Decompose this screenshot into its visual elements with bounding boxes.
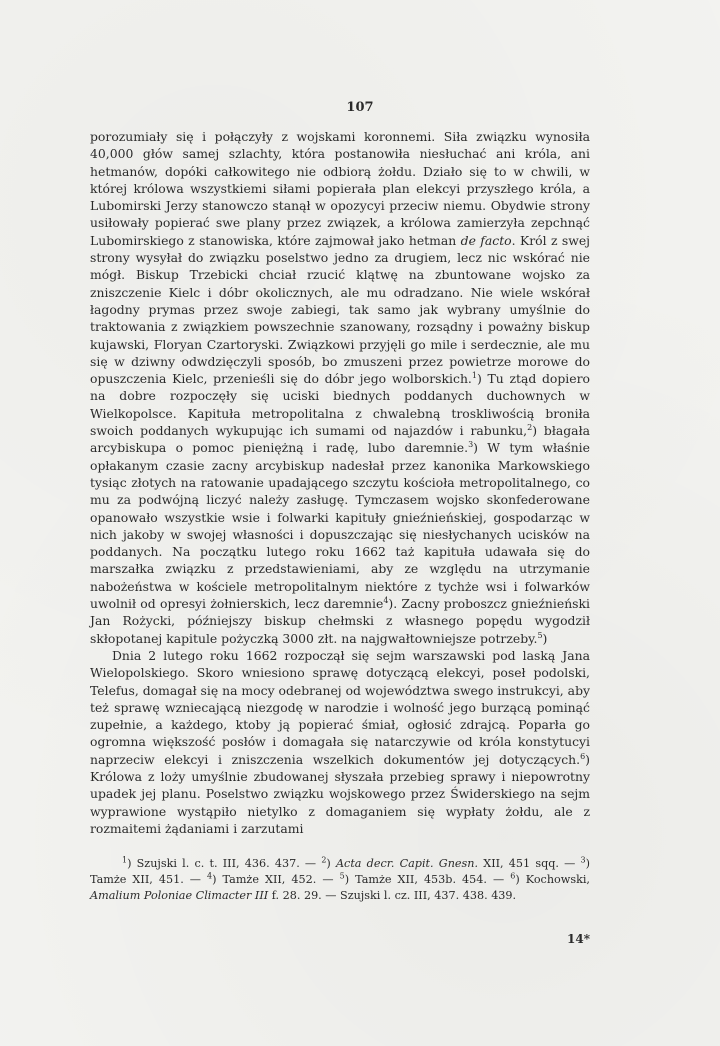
footnote-marker: 1 xyxy=(122,855,128,865)
text-run: ). Zacny proboszcz gnieźnieński Jan Rożycki, późniejszy biskup chełmski z własnego popędu wygodził skłopotanej kapitule pożyczką 3000 złt. na najgwałtowniejsze potrzeby. xyxy=(90,596,591,646)
footnote-marker: 2 xyxy=(321,855,327,865)
paragraph-2 xyxy=(90,647,590,837)
text-run: ) Kochowski, xyxy=(515,873,590,886)
text-run: ) xyxy=(542,630,548,646)
footnote-marker: 5 xyxy=(537,630,543,640)
text-run: ) Tamże XII, 453b. 454. — xyxy=(344,873,511,886)
footnote-marker: 4 xyxy=(207,871,213,881)
text-run: f. 28. 29. — Szujski l. cz. III, 437. 438. 439. xyxy=(268,889,517,902)
italic-text: Acta decr. Capit. Gnesn. xyxy=(335,857,479,870)
italic-text: Amalium Poloniae Climacter III xyxy=(90,889,269,902)
text-run: ) Tu ztąd dopiero na dobre rozpoczęły się uciski biednych poddanych duchownych w Wielkopolsce. Kapituła metropolitalna z chwalebną troskliwością broniła swoich poddanych wykupując ich sumami od najazdów i rabunku, xyxy=(90,371,590,439)
footnotes xyxy=(90,856,590,904)
footnote-marker: 5 xyxy=(339,871,345,881)
text-run: ) Szujski l. c. t. III, 436. 437. — xyxy=(127,857,322,870)
text-run: ) Tamże XII, 452. — xyxy=(212,873,340,886)
text-run: Dnia 2 lutego roku 1662 rozpoczął się sejm warszawski pod laską Jana Wielopolskiego. Skoro wniesiono sprawę dotyczącą elekcyi, poseł podolski, Telefus, domagał się na mocy odebranej od województwa swego instrukcyi, aby też sprawę wzniecającą niezgodę w narodzie i wolność jego burzącą pominąć zupełnie, a każdego, ktoby ją popierać śmiał, ogłosić zdrajcą. Poparła go ogromna większość posłów i domagała się natarczywie od króla konstytucyi naprzeciw elekcyi i zniszczenia wszelkich dokumentów jej dotyczących. xyxy=(90,647,591,767)
footnote-marker: 2 xyxy=(527,422,533,432)
printer-signature: 14* xyxy=(567,932,590,946)
footnote-marker: 4 xyxy=(383,595,389,605)
footnote-marker: 3 xyxy=(580,855,586,865)
text-run: ) xyxy=(326,857,336,870)
footnote-marker: 3 xyxy=(468,440,474,450)
footnote-marker: 1 xyxy=(471,371,477,381)
text-run: ) Królowa z loży umyślnie zbudowanej słyszała przebieg sprawy i niepowrotny upadek jej planu. Poselstwo związku wojskowego przez Świderskiego na sejm wyprawione wystąpiło nietylko z domaganiem się wypłaty żołdu, ale z rozmaitemi żądaniami i zarzutami xyxy=(90,751,590,836)
italic-text: de facto xyxy=(460,232,512,248)
text-run: ) Tamże XII, 451. — xyxy=(90,857,590,886)
text-run: ) błagała arcybiskupa o pomoc pieniężną i radę, lubo daremnie. xyxy=(90,423,590,456)
text-run: porozumiały się i połączyły z wojskami koronnemi. Siła związku wynosiła 40,000 głów samej szlachty, która postanowiła niesłuchać ani króla, ani hetmanów, dopóki całkowitego nie odbiorą żołdu. Działo się to w chwili, w której królowa wszystkiemi siłami popierała plan elekcyi przyszłego króla, a Lubomirski Jerzy stanowczo stanął w opozycyi przeciw niemu. Obydwie strony usiłowały popierać swe plany przez związek, a królowa zamierzyła zepchnąć Lubomirskiego z stanowiska, które zajmował jako hetman xyxy=(90,129,590,248)
footnote-marker: 6 xyxy=(580,751,586,761)
footnote-marker: 6 xyxy=(510,871,516,881)
text-run: ) W tym właśnie opłakanym czasie zacny arcybiskup nadesłał przez kanonika Markowskiego tysiąc złotych na ratowanie upadającego szczytu kościoła metropolitalnego, co mu za podwójną liczyć należy zasługę. Tymczasem wojsko skonfederowane opanowało wszystkie wsie i folwarki kapituły gnieźnieńskiej, gospodarząc w nich jakoby w swojej własności i dopuszczając się niesłychanych ucisków na poddanych. Na początku lutego roku 1662 taż kapituła udawała się do marszałka związku z przedstawieniami, aby ze względu na utrzymanie nabożeństwa w kościele metropolitalnym niektóre z tychże wsi i folwarków uwolnił od opresyi żołnierskich, lecz daremnie xyxy=(90,440,590,612)
paragraph-1 xyxy=(90,128,590,647)
footnote-block xyxy=(90,856,590,904)
text-run: XII, 451 sqq. — xyxy=(478,857,581,870)
text-run: . Król z swej strony wysyłał do związku poselstwo jedno za drugiem, lecz nic wskórać nie mógł. Biskup Trzebicki chciał rzucić klątwę na zbuntowane wojsko za zniszczenie Kielc i dóbr okolicznych, ale mu odradzano. Nie wiele wskórał łagodny prymas przez swoje zabiegi, tak samo jak wybrany umyślnie do traktowania z związkiem powszechnie szanowany, rozsądny i poważny biskup kujawski, Floryan Czartoryski. Związkowi przyjęli go mile i serdecznie, ale mu się w dziwny odwdzięczyli sposób, bo zmuszeni przez powietrze morowe do opuszczenia Kielc, przenieśli się do dóbr jego wolborskich. xyxy=(90,232,590,387)
main-text xyxy=(90,128,590,837)
page-number: 107 xyxy=(346,100,374,115)
